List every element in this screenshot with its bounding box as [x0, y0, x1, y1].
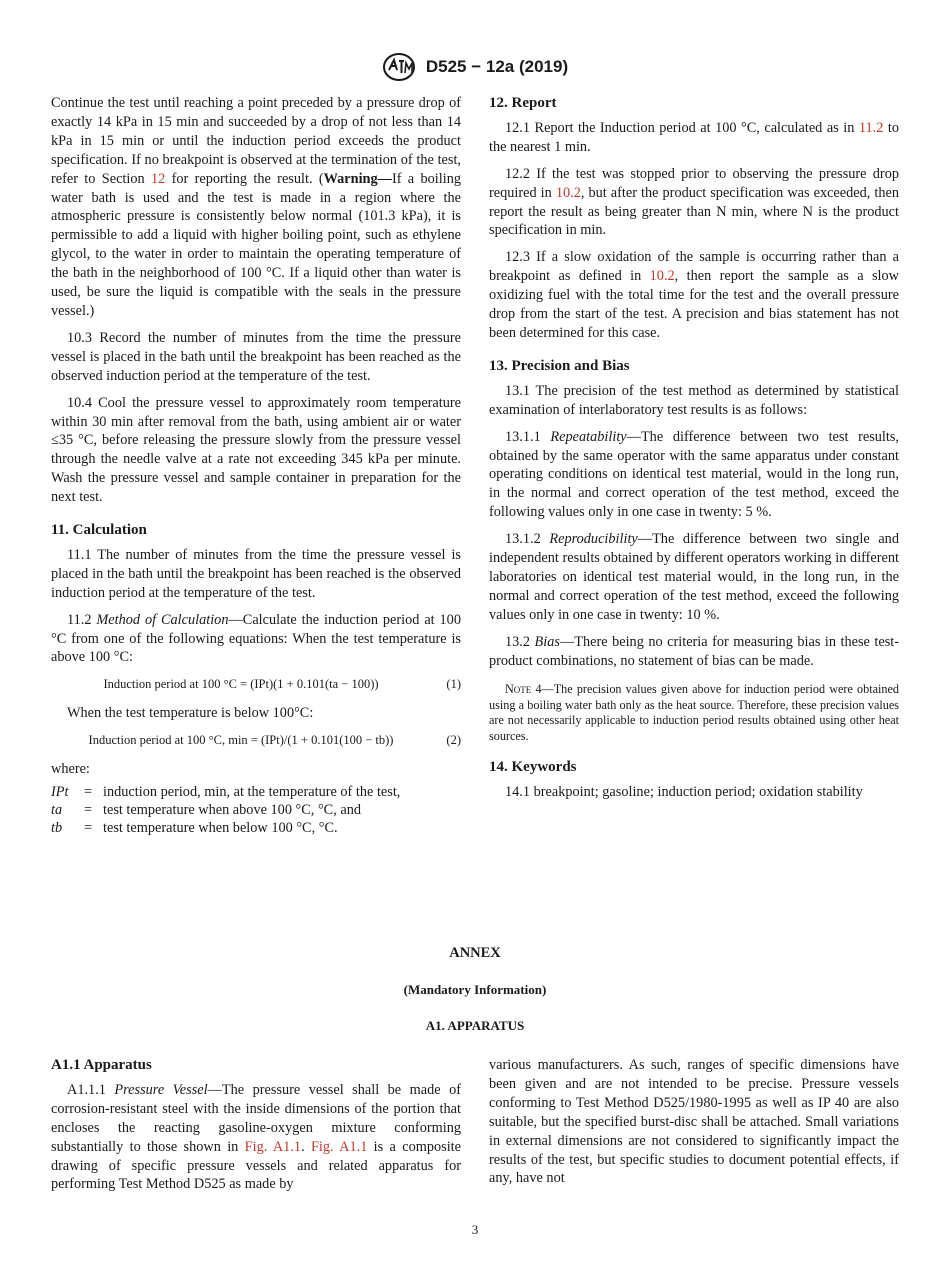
paragraph-10-4: 10.4 Cool the pressure vessel to approximately room temperature within 30 min after removal from the bath, using ambient air or water ≤35 °C, before releasing the pressure slowly from the pressure vessel through the needle valve at a rate not exceeding 345 kPa per minute. Wash the pressure vessel and sample container in preparation for the next test. [51, 394, 461, 506]
paragraph-12-2: 12.2 If the test was stopped prior to observing the pressure drop required in 10.2, but after the product specification was exceeded, then report the result as being greater than N min, where N is the product specification in min. [489, 165, 899, 239]
section-12-link[interactable]: 12 [151, 170, 166, 187]
page-header [0, 52, 950, 82]
definition-row: tb = test temperature when below 100 °C, °C. [51, 820, 338, 836]
where-label: where: [51, 761, 90, 778]
annex-left-column [51, 1056, 461, 1202]
definition-row: IPt = induction period, min, at the temperature of the test, [51, 784, 401, 800]
paragraph-11-1: 11.1 The number of minutes from the time the pressure vessel is placed in the bath until the breakpoint has been reached is the observed induction period at the temperature of the test. [51, 546, 461, 601]
section-10-2-link[interactable]: 10.2 [649, 268, 675, 285]
paragraph-11-2: 11.2 Method of Calculation—Calculate the induction period at 100 °C from one of the following equations: When the test temperature is above 100 °C: [51, 611, 461, 666]
paragraph-13-1-1: 13.1.1 Repeatability—The difference between two test results, obtained by the same operator with the same apparatus under constant operating conditions on identical test material, would in the long run, in the normal and correct operation of the test method, exceed the following values only in one case in twenty: 5 %. [489, 428, 899, 521]
fig-a1-1-link[interactable]: Fig. A1.1 [244, 1138, 302, 1155]
standard-designation: D525 − 12a (2019) [425, 57, 569, 76]
paragraph-13-2: 13.2 Bias—There being no criteria for measuring bias in these test-product combinations, no statement of bias can be made. [489, 633, 900, 669]
heading-report: 12. Report [489, 95, 557, 111]
section-11-2-link[interactable]: 11.2 [858, 119, 884, 136]
page-number: 3 [471, 1222, 479, 1237]
paragraph-10-3: 10.3 Record the number of minutes from the time the pressure vessel is placed in the bath until the breakpoint has been reached as the observed induction period at the temperature of the test. [51, 329, 461, 384]
paragraph-12-3: 12.3 If a slow oxidation of the sample is occurring rather than a breakpoint as defined in 10.2, then report the sample as a slow oxidizing fuel with the total time for the test and the overall pressure drop from the start of the test. A precision and bias statement has not been determined for this case. [489, 249, 900, 341]
note-4: Note 4—The precision values given above for induction period were obtained using a boiling water bath only as the heat source. Therefore, these precision values are not necessarily applicable to induction period results obtained using other heat sources. [489, 682, 900, 743]
paragraph-12-1: 12.1 Report the Induction period at 100 °C, calculated as in 11.2 to the nearest 1 min. [489, 119, 900, 155]
heading-calculation: 11. Calculation [51, 522, 147, 539]
paragraph-a1-1-1: A1.1.1 Pressure Vessel—The pressure vessel shall be made of corrosion-resistant steel with the inside dimensions of the portion that encloses the reacting gasoline-oxygen mixture conforming substantially to those shown in Fig. A1.1. Fig. A1.1 is a composite drawing of specific pressure vessels and related apparatus for performing Test Method D525 as made by [51, 1081, 461, 1193]
equation-2: Induction period at 100 °C, min = (IPt)/(1 + 0.101(100 − tb)) (2) [88, 733, 461, 748]
annex-a1-title: A1. APPARATUS [425, 1018, 525, 1033]
paragraph-13-1-2: 13.1.2 Reproducibility—The difference between two single and independent results obtained by different operators working in different laboratories on identical test material would, in the long run, in the normal and correct operation of the test method, exceed the following values only in one case in twenty: 10 %. [489, 531, 899, 623]
variable-definitions [51, 783, 461, 837]
annex-title: ANNEX [449, 945, 501, 961]
fig-a1-1-link[interactable]: Fig. A1.1 [310, 1138, 368, 1155]
section-10-2-link[interactable]: 10.2 [555, 184, 581, 201]
paragraph-continue: Continue the test until reaching a point preceded by a pressure drop of exactly 14 kPa in 15 min and succeeded by a drop of not less than 14 kPa in 15 min or until the induction period exceeds the product specification. If no breakpoint is observed at the termination of the test, refer to Section 12 for reporting the result. (Warning—If a boiling water bath is used and the test is made in a region where the atmospheric pressure is consistently below normal (101.3 kPa), it is permissible to add a liquid with higher boiling point, such as ethylene glycol, to the water in order to maintain the operating temperature of the bath in the neighborhood of 100 °C. If a liquid other than water is used, be sure the liquid is compatible with the seals in the pressure vessel.) [51, 95, 462, 319]
paragraph-13-1: 13.1 The precision of the test method as determined by statistical examination of interlaboratory test results is as follows: [489, 382, 899, 418]
annex-right-column [489, 1056, 899, 1196]
equation-1: Induction period at 100 °C = (IPt)(1 + 0.101(ta − 100)) (1) [103, 677, 461, 692]
paragraph-14-1: 14.1 breakpoint; gasoline; induction period; oxidation stability [505, 784, 863, 800]
heading-a1-1: A1.1 Apparatus [51, 1057, 152, 1073]
annex-subtitle: (Mandatory Information) [403, 982, 547, 997]
right-column [489, 94, 899, 810]
heading-precision-bias: 13. Precision and Bias [489, 357, 630, 374]
paragraph-a1-1-1-continued: various manufacturers. As such, ranges of specific dimensions have been given and are not intended to be precise. Pressure vessels conforming to Test Method D525/1980-1995 as well as IP 40 are also suitable, but the specified burst-disc shall be attached. Small variations in external dimensions are not considered to significantly impact the results of the test, but specific studies to document potential effects, if any, have not [489, 1057, 899, 1187]
left-column [51, 94, 461, 837]
astm-logo-icon [382, 52, 416, 82]
heading-keywords: 14. Keywords [489, 759, 577, 776]
paragraph-below: When the test temperature is below 100°C: [67, 705, 314, 722]
definition-row: ta = test temperature when above 100 °C, °C, and [51, 802, 361, 818]
